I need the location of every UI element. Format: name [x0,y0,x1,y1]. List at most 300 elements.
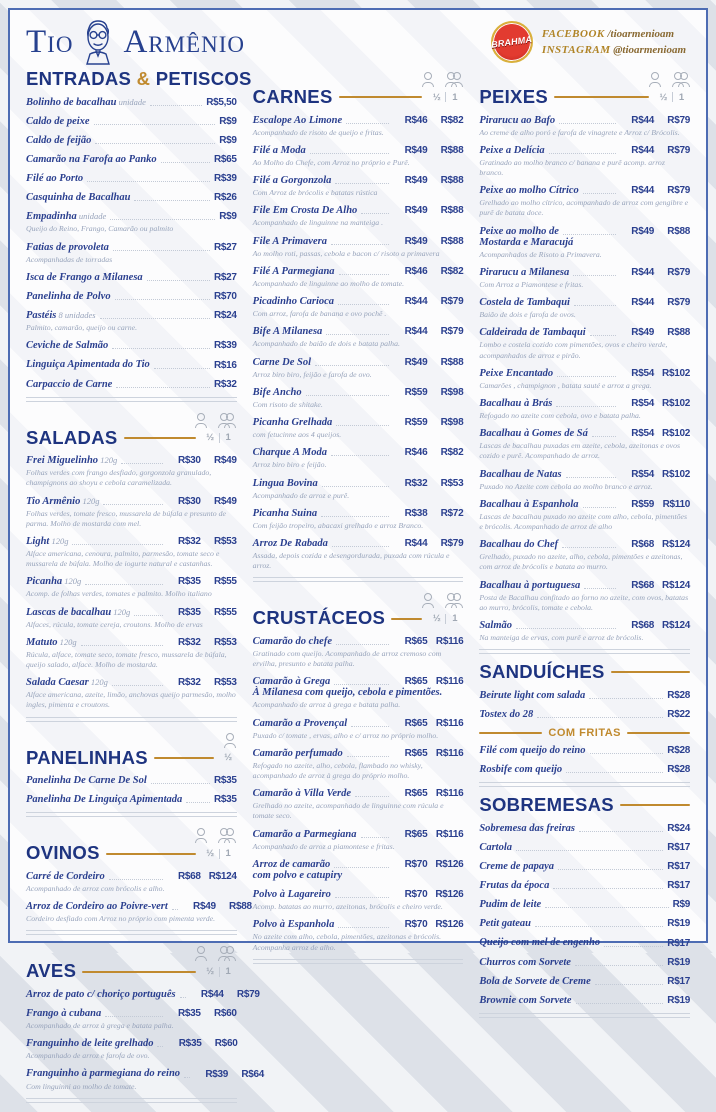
item-description: Com Arroz de brócolis e batatas rústica [252,188,378,198]
dotted-leader [150,105,202,106]
item-prices [620,267,690,279]
item-price: R$49 [213,495,237,507]
item-price: R$19 [667,956,691,968]
item-price: R$102 [662,398,691,410]
menu-item [479,326,690,360]
section-divider [479,782,690,787]
item-price: R$49 [404,144,428,156]
item-price: R$46 [404,114,428,126]
item-name: Matuto 120g [26,636,77,648]
section-title-row [479,796,690,815]
menu-item-row [479,498,690,511]
item-price: R$19 [667,918,691,930]
item-name: Panelinha De Carne De Sol [26,775,147,786]
item-name: Costela de Tambaqui [479,297,570,309]
full-portion-label: 1 [225,432,231,444]
instagram-label: INSTAGRAM [541,43,611,56]
item-prices [167,455,237,467]
dotted-leader [575,965,663,966]
half-portion-label: ½ [432,91,441,103]
section-title: OVINOS [26,842,100,864]
menu-item-row [26,1007,237,1020]
item-prices [620,580,690,592]
section-crusta-ceos [253,591,464,963]
item-prices [214,192,237,204]
menu-item [253,235,464,259]
section-title-row [26,68,252,89]
portion-labels [202,966,237,977]
dotted-leader [334,867,389,868]
item-name-line2: Mostarda e Maracujá [479,236,574,248]
item-prices [673,899,690,911]
menu-item-row [26,793,237,806]
item-description: Com risoto de shitake. [252,399,323,409]
item-prices [194,1069,264,1081]
item-price: R$70 [404,919,428,931]
item-price: R$44 [631,114,655,126]
item-description: Alface americana, azeite, limão, anchovas queijo parmesão, molho ingles, pimenta e croutons. [26,690,236,710]
item-price: R$17 [667,937,691,949]
item-price: R$65 [213,154,237,165]
menu-item-row [253,204,464,217]
dotted-leader [121,463,162,464]
dotted-leader [584,588,616,589]
item-description: Grelhado, puxado no azeite, alho, cebola, pimentões e azeitonas, com arroz de brócolis e batata ao murro. [479,552,683,572]
item-price: R$124 [662,539,691,551]
half-portion-label: ½ [432,613,441,625]
menu-item [253,356,464,380]
item-description: Queijo do Reino, Frango, Camarão ou palmito [26,224,174,234]
menu-item [253,477,464,501]
item-price: R$116 [435,828,464,840]
menu-item [26,241,237,265]
section-title-row [26,426,237,448]
item-prices [393,145,463,157]
item-price: R$28 [667,745,691,757]
menu-item-row [253,888,464,901]
item-prices [393,447,463,459]
menu-item [479,184,690,218]
item-price: R$70 [213,291,237,302]
menu-item [253,635,464,669]
dotted-leader [574,305,616,306]
dotted-leader [315,365,389,366]
dotted-leader [186,802,210,803]
menu-item-row [479,468,690,481]
item-qualifier: unidade [116,96,146,107]
menu-item-row [479,184,690,197]
menu-item-row [253,144,464,157]
item-description: Acompanhado de arroz à grega e batata palha. [26,1021,174,1030]
menu-item-row [479,427,690,440]
section-title: SALADAS [26,426,118,448]
item-price: R$17 [667,975,691,987]
menu-item-row [479,860,690,873]
item-prices [167,677,237,689]
section-rule [611,671,690,673]
menu-item [253,386,464,410]
menu-item-row [479,744,690,757]
menu-item [479,114,690,138]
item-price: R$49 [404,205,428,217]
menu-item-row [26,115,237,128]
menu-item-row [253,918,464,931]
section-divider [479,649,690,654]
section-sandui-ches [479,663,690,787]
item-price: R$5,50 [206,96,237,108]
item-name: Panelinha De Linguiça Apimentada [26,794,183,806]
item-price: R$46 [404,265,428,277]
item-name: Bacalhau de Natas [479,468,562,480]
item-description: com fetucinne aos 4 queijos. [252,430,342,440]
item-description: Refogado no azeite, alho, cebola, flambado no whisky, acompanhado de arroz à grega do próprio molho. [252,760,423,781]
full-portion-label: 1 [452,91,458,103]
section-title-row [26,962,237,981]
dotted-leader [355,796,389,797]
ampersand-accent: & [136,68,151,89]
item-price: R$102 [662,468,691,480]
person-icon [450,593,463,608]
item-price: R$59 [631,498,655,510]
item-name: Pirarucu a Milanesa [479,266,570,278]
item-price: R$79 [440,296,464,308]
dotted-leader [134,615,162,616]
item-price: R$124 [662,620,691,632]
item-prices [620,368,690,380]
item-name: Churros com Sorvete [479,956,571,968]
item-name: Arroz de Cordeiro ao Poivre-vert [26,901,168,912]
dotted-leader [535,926,663,927]
dotted-leader [334,684,389,685]
item-price: R$116 [435,636,464,647]
item-prices [393,538,463,550]
item-price: R$44 [631,185,655,197]
menu-item-row [26,606,237,619]
item-prices [667,745,690,757]
item-price: R$126 [435,919,464,931]
section-title-row [253,609,464,628]
dotted-leader [322,486,390,487]
dotted-leader [331,244,389,245]
item-price: R$35 [213,775,237,787]
item-description: Baião de dois e farofa de ovos. [479,310,576,320]
menu-item [479,144,690,178]
item-prices [214,794,237,806]
menu-item-row [26,575,237,588]
item-price: R$124 [208,870,237,882]
item-price: R$39 [205,1068,229,1080]
item-name: Picanha Grelhada [252,417,333,428]
item-name: Camarão a Provençal [252,717,348,729]
item-prices [393,859,463,871]
item-price: R$39 [213,340,237,352]
dotted-leader [147,280,210,281]
menu-item-row [26,358,237,371]
portion-labels [428,92,463,103]
dotted-leader [576,1003,664,1004]
item-prices [620,428,690,440]
item-price: R$126 [435,858,464,870]
menu-item-row [253,717,464,730]
item-name: Charque A Moda [252,447,327,459]
item-prices [393,387,463,399]
section-title: CARNES [252,86,333,107]
item-price: R$22 [667,708,691,720]
portion-labels [202,432,237,443]
item-prices [206,97,236,109]
dotted-leader [351,726,389,727]
section-divider [26,930,237,935]
menu-item-row [26,676,237,689]
item-prices [393,175,463,187]
item-prices [190,989,260,1001]
menu-item-row [26,988,260,1001]
person-icon [648,72,661,87]
social-links [542,27,686,57]
menu-column-3 [479,70,690,1027]
item-qualifier: 120g [57,636,77,647]
item-price: R$70 [404,889,428,901]
person-icon [195,946,208,961]
section-title-row [26,746,237,768]
menu-item-row [26,870,237,883]
item-price: R$16 [213,359,237,371]
menu-item-row [26,271,237,284]
menu-item-row [253,356,464,369]
menu-item [479,763,690,776]
dotted-leader [112,685,163,686]
menu-item-row [479,879,690,892]
menu-item [26,309,237,333]
item-name: Camarão à Villa Verde [252,788,351,800]
item-description: Acompanhado de linguinne ao molho de tomate. [252,278,405,288]
item-prices [667,842,690,854]
menu-item-row [26,454,237,467]
item-price: R$65 [404,747,428,759]
dotted-leader [134,200,210,201]
item-price: R$82 [440,447,464,459]
item-prices [182,901,252,913]
header-right [491,21,690,63]
item-price: R$26 [213,192,237,204]
person-icon [677,72,690,87]
menu-item [253,446,464,470]
item-price: R$88 [440,144,464,156]
item-name: Bife A Milanesa [252,326,323,338]
person-icon [450,72,463,87]
item-name: Caldo de feijão [26,134,92,146]
instagram-line[interactable] [542,43,686,57]
item-prices [167,576,237,588]
item-name: Frei Miguelinho 120g [26,455,118,467]
item-prices [620,226,690,238]
item-qualifier: 120g [49,535,69,546]
facebook-handle: /tioarmenioam [607,28,675,41]
menu-item [253,295,464,319]
menu-item [253,828,464,852]
menu-item [26,535,237,569]
restaurant-logo [26,18,245,66]
menu-item [479,468,690,492]
dotted-leader [590,335,616,336]
item-prices [393,889,463,901]
menu-item-row [26,309,237,322]
menu-item-row [479,841,690,854]
item-price: R$68 [631,539,655,551]
menu-item [253,325,464,349]
dotted-leader [516,628,616,629]
item-prices [214,360,237,372]
item-qualifier: unidade [76,211,107,222]
dotted-leader [549,153,616,154]
menu-item-row [253,787,464,800]
dotted-leader [559,123,616,124]
section-divider [26,717,237,722]
item-name: Pudim de leite [479,899,542,911]
item-price: R$35 [177,606,201,618]
section-panelinhas [26,731,237,818]
menu-item [479,397,690,421]
brahma-badge-label: BRAHMA [490,34,533,50]
dotted-leader [573,275,616,276]
item-qualifier: 120g [98,455,118,466]
menu-item [253,204,464,228]
menu-item [26,153,237,166]
full-portion-label: 1 [678,91,685,103]
item-prices [667,995,690,1007]
item-name: File Em Crosta De Alho [252,205,358,217]
item-price: R$88 [440,235,464,247]
item-price: R$27 [213,271,237,283]
item-description: Cordeiro desfiado com Arroz no próprio com pimenta verde. [26,914,216,924]
item-description: Ao Molho do Chefe, com Arroz no próprio e Purê. [252,157,410,167]
section-title: PEIXES [479,86,548,107]
half-portion-label: ½ [206,966,215,977]
menu-item-row [26,1067,265,1080]
portion-labels [428,613,463,624]
full-portion-label: 1 [225,966,231,977]
menu-item [479,367,690,391]
people-icon [444,593,463,608]
menu-item [26,900,252,924]
dotted-leader [172,909,178,910]
item-name: Filé a Gorgonzola [252,175,332,186]
facebook-line[interactable] [542,27,686,41]
section-rule [106,853,196,855]
item-price: R$9 [672,899,691,911]
item-prices [667,976,690,988]
item-description: Folhas verdes, tomate fresco, mussarela de búfala e presunto de parma. Molho de mostarda com mel. [26,508,227,528]
item-price: R$49 [404,356,428,368]
dotted-leader [113,250,210,251]
portion-labels [655,92,690,103]
dotted-leader [85,584,162,585]
item-description: Acompanhado de linguinne na manteiga . [252,218,384,228]
menu-item [26,454,237,488]
menu-item-row [479,326,690,339]
item-price: R$35 [178,1038,202,1050]
person-icon [421,72,434,87]
item-price: R$44 [404,538,428,550]
menu-item-row [479,367,690,380]
menu-item-row [479,898,690,911]
item-price: R$88 [667,225,691,237]
item-price: R$53 [213,677,237,689]
item-name: Peixe ao molho de [479,225,559,237]
item-name: Bacalhau à Brás [479,397,553,409]
item-prices [667,764,690,776]
dotted-leader [95,143,215,144]
item-qualifier: 120g [62,576,82,587]
item-prices [393,718,463,730]
logo-word-tio: Tio [26,23,74,60]
section-sobremesas [479,796,690,1018]
item-price: R$39 [213,173,237,185]
dotted-leader [338,304,389,305]
item-price: R$28 [667,764,691,776]
menu-item [253,787,464,821]
item-prices [667,823,690,835]
item-description: Puxado no Azeite com cebola ao molho branco e arroz. [479,481,653,491]
item-price: R$70 [404,858,428,870]
people-icon [444,72,463,87]
menu-item [26,1067,265,1091]
menu-item [26,636,237,670]
section-rule [554,96,649,98]
menu-item-row [479,689,690,702]
dotted-leader [116,387,210,388]
item-description: Grelhado no azeite, acompanhado de linguinne com rúcula e tomate seco. [252,801,444,821]
item-price: R$79 [667,185,691,197]
item-price: R$60 [213,1008,237,1019]
people-icon [218,828,237,843]
item-description: Acompanhadas de torradas [26,254,113,264]
section-title-row [479,663,690,682]
menu-item-row [479,994,690,1007]
item-description: Lascas de bacalhau puxado no azeite com alho, cebola, pimentões e brócolis. Acompanhado de arroz de alho [479,511,688,532]
item-price: R$54 [631,428,655,440]
item-name: Light 120g [26,535,69,547]
item-price: R$44 [631,266,655,278]
divider-line [627,732,690,734]
menu-item [479,975,690,988]
item-price: R$54 [631,468,655,480]
menu-item-row [26,339,237,352]
dotted-leader [81,645,163,646]
item-prices [667,918,690,930]
item-description: Lombo e costela cozido com pimentões, ovos e cheiro verde, acompanhados de arroz e pirão. [479,340,668,360]
item-name: Frango à cubana [26,1007,102,1019]
menu-item [26,1037,237,1061]
portion-labels [202,848,237,859]
portion-icons [479,70,690,87]
section-rule [82,971,195,973]
section-divider [253,959,464,964]
dotted-leader [566,772,663,773]
item-name: Isca de Frango a Milanesa [26,271,143,283]
section-title: CRUSTÁCEOS [252,607,386,629]
menu-item [26,988,260,1001]
item-price: R$17 [667,841,691,853]
section-title: PANELINHAS [26,746,148,768]
item-prices [667,709,690,721]
menu-item-row [479,144,690,157]
menu-item-row [26,900,252,913]
item-price: R$116 [435,717,464,729]
item-name: Camarão perfumado [252,747,343,759]
section-rule [124,437,196,439]
item-name: Filé ao Porto [26,173,84,184]
